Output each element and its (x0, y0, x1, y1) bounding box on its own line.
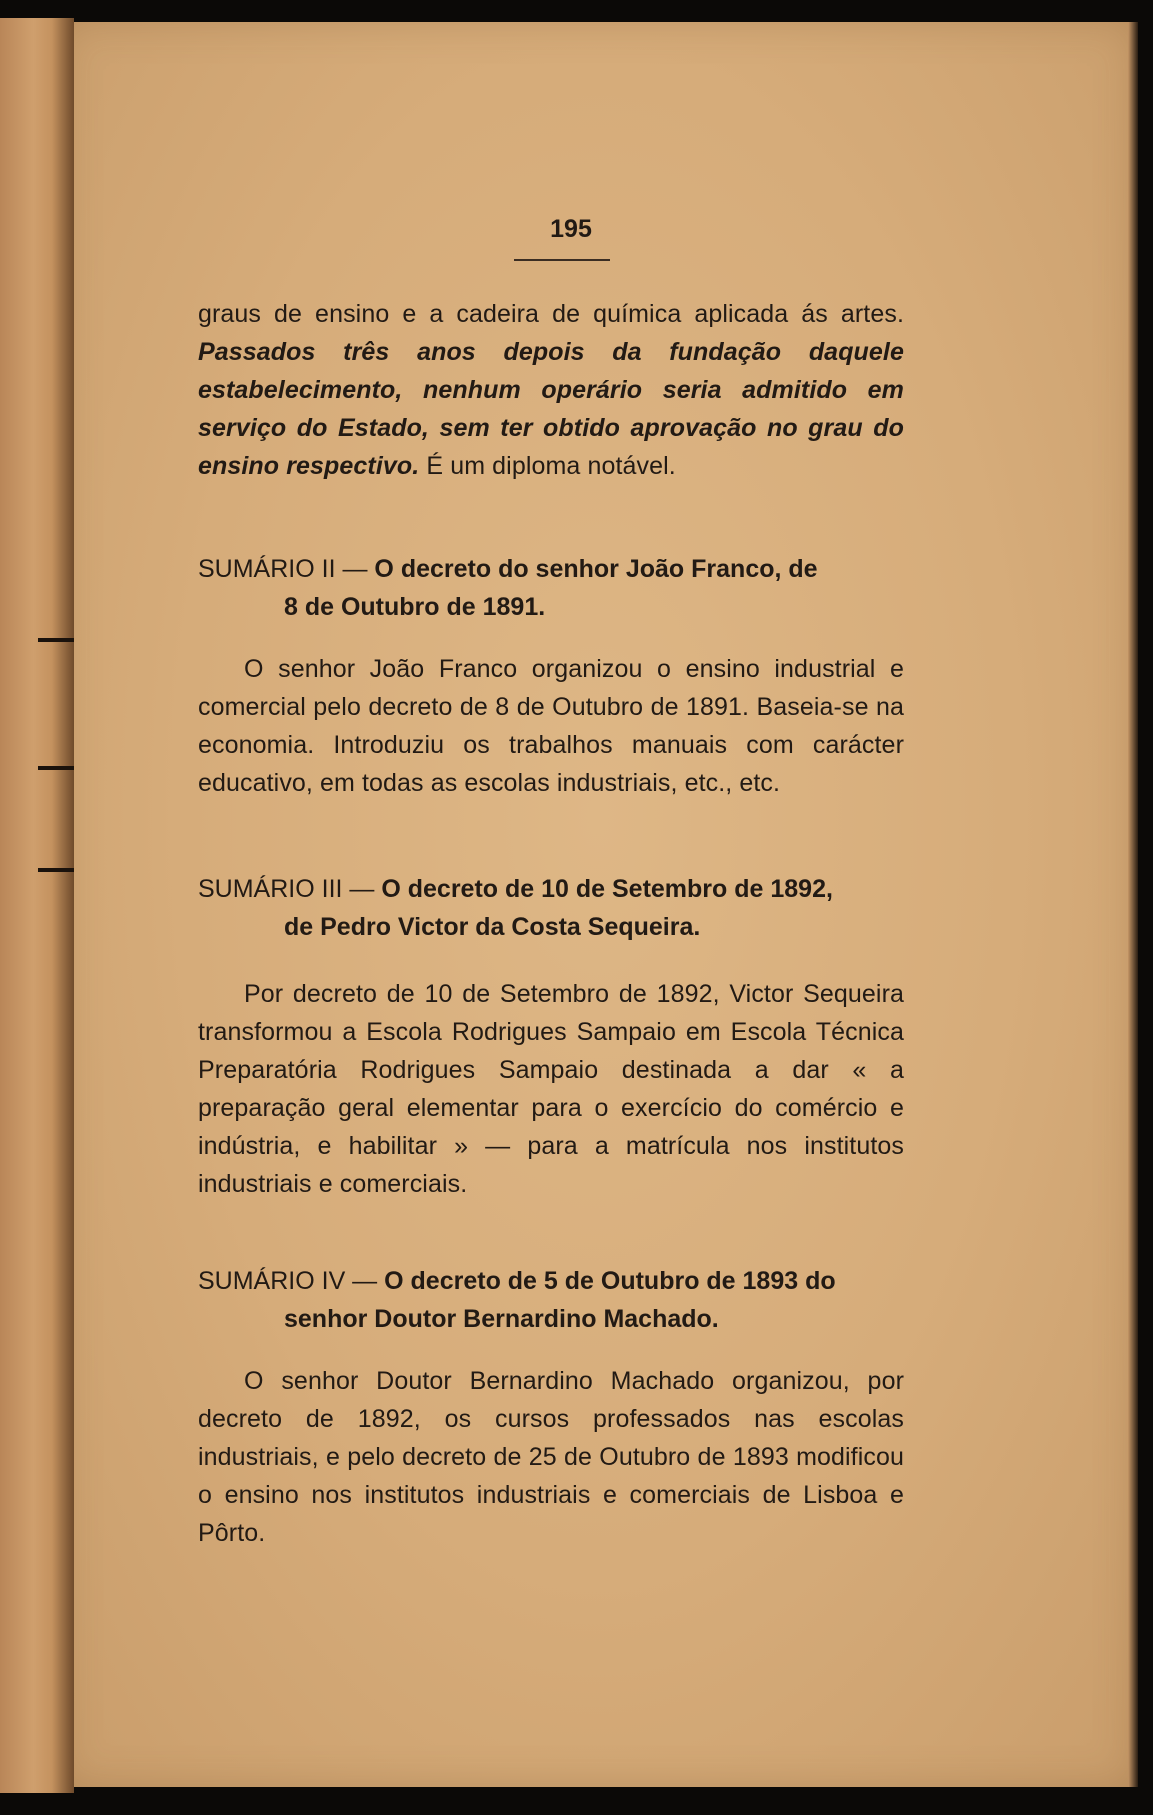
section-label: SUMÁRIO II — (198, 555, 368, 583)
section-body: Por decreto de 10 de Setembro de 1892, Victor Sequeira transformou a Escola Rodrigues Sampaio em Escola Técnica Preparatória Rodrigues Sampaio destinada a dar « a preparação geral elementar para o exercício do comércio e indústria, e habilitar » — para a matrícula nos institutos industriais e comerciais. (198, 980, 904, 1198)
intro-paragraph (198, 295, 904, 485)
section-heading (198, 550, 908, 626)
intro-italic-passage: Passados três anos depois da fundação daquele estabelecimento, nenhum operário seria admitido em serviço do Estado, sem ter obtido aprovação no grau do ensino respectivo. (198, 338, 904, 480)
section-title: O decreto de 10 de Setembro de 1892, (381, 875, 833, 903)
spine-mark (38, 638, 74, 642)
section-heading (198, 870, 908, 946)
section-title: O decreto de 5 de Outubro de 1893 do (384, 1267, 836, 1295)
page-edge (1128, 22, 1138, 1787)
page-number-rule (514, 259, 610, 261)
spine-mark (38, 868, 74, 872)
section-title-continuation: senhor Doutor Bernardino Machado. (284, 1305, 719, 1333)
intro-line: graus de ensino e a cadeira de química aplicada ás artes. (198, 300, 904, 328)
section-body: O senhor João Franco organizou o ensino industrial e comercial pelo decreto de 8 de Outubro de 1891. Baseia-se na economia. Introduziu os trabalhos manuais com carácter educativo, em todas as escolas industriais, etc., etc. (198, 655, 904, 797)
section-label: SUMÁRIO IV — (198, 1267, 378, 1295)
book-spine (0, 18, 74, 1793)
section-title-continuation: 8 de Outubro de 1891. (284, 593, 546, 621)
section-title-continuation: de Pedro Victor da Costa Sequeira. (284, 913, 701, 941)
spine-mark (38, 766, 74, 770)
section-title: O decreto do senhor João Franco, de (374, 555, 818, 583)
page-number: 195 (550, 215, 592, 243)
intro-tail: É um diploma notável. (426, 452, 676, 480)
section-body: O senhor Doutor Bernardino Machado organizou, por decreto de 1892, os cursos professados nas escolas industriais, e pelo decreto de 25 de Outubro de 1893 modificou o ensino nos institutos industriais e comerciais de Lisboa e Pôrto. (198, 1367, 904, 1547)
section-label: SUMÁRIO III — (198, 875, 375, 903)
section-heading (198, 1262, 908, 1338)
